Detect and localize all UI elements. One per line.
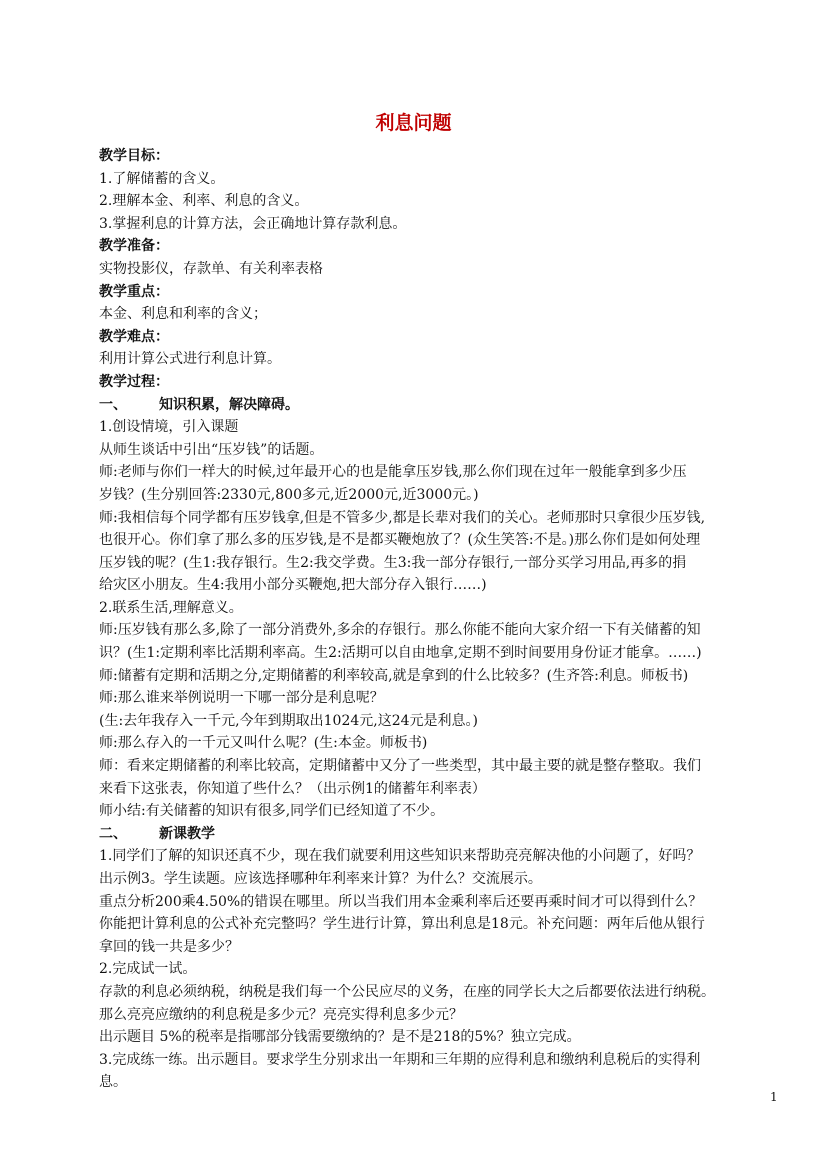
page-number: 1 [770,1090,778,1104]
part2-heading: 新课教学 [159,825,215,842]
part1-line: 也很开心。你们拿了那么多的压岁钱,是不是都买鞭炮放了？(众生笑答:不是。)那么你们是如何处理 [99,532,701,549]
difficulty-heading: 教学难点： [99,328,169,345]
part1-line: 师:那么存入的一千元又叫什么呢？(生:本金。师板书) [99,735,428,752]
goal-item: 3.掌握利息的计算方法，会正确地计算存款利息。 [99,215,407,232]
prep-text: 实物投影仪，存款单、有关利率表格 [99,260,323,277]
part1-line: 2.联系生活,理解意义。 [99,599,243,616]
part1-line: 从师生谈话中引出“压岁钱”的话题。 [99,441,324,458]
part1-heading-row [99,394,739,417]
goal-item: 1.了解储蓄的含义。 [99,170,225,187]
part2-line: 息。 [99,1074,127,1091]
process-heading: 教学过程： [99,373,169,390]
part2-line: 你能把计算利息的公式补充完整吗？学生进行计算，算出利息是18元。补充问题：两年后他从银行 [99,916,705,933]
part2-line: 拿回的钱一共是多少？ [99,938,239,955]
goals-heading: 教学目标： [99,148,169,164]
key-text: 本金、利息和利率的含义； [99,306,267,323]
part1-line: 来看下这张表，你知道了些什么？（出示例1的储蓄年利率表） [99,780,486,797]
part2-line: 重点分析200乘4.50%的错误在哪里。所以当我们用本金乘利率后还要再乘时间才可以得到什么？ [99,893,703,910]
part1-line: 师:老师与你们一样大的时候,过年最开心的也是能拿压岁钱,那么你们现在过年一般能拿到多少压 [99,464,687,481]
part1-line: (生:去年我存入一千元,今年到期取出1024元,这24元是利息。) [99,712,478,729]
part1-line: 压岁钱的呢？(生1:我存银行。生2:我交学费。生3:我一部分存银行,一部分买学习用品,再多的捐 [99,554,687,571]
difficulty-text: 利用计算公式进行利息计算。 [99,351,281,368]
document-title: 利息问题 [375,112,452,134]
part2-line: 存款的利息必须纳税，纳税是我们每一个公民应尽的义务，在座的同学长大之后都要依法进行纳税。 [99,983,715,1000]
part1-line: 给灾区小朋友。生4:我用小部分买鞭炮,把大部分存入银行……) [99,577,487,594]
part1-heading: 知识积累，解决障碍。 [159,396,299,413]
document-body [99,145,739,1094]
part1-line: 识？(生1:定期利率比活期利率高。生2:活期可以自由地拿,定期不到时间要用身份证才能拿。……) [99,645,702,662]
part2-line: 1.同学们了解的知识还真不少，现在我们就要利用这些知识来帮助亮亮解决他的小问题了，好吗？ [99,848,701,865]
part1-line: 师:储蓄有定期和活期之分,定期储蓄的利率较高,就是拿到的什么比较多？(生齐答:利息。师板书) [99,667,689,684]
part2-line: 那么亮亮应缴纳的利息税是多少元？亮亮实得利息多少元？ [99,1006,463,1023]
part1-line: 师小结:有关储蓄的知识有很多,同学们已经知道了不少。 [99,803,445,820]
part2-number: 二、 [99,825,127,842]
part2-line: 出示题目 5%的税率是指哪部分钱需要缴纳的？是不是218的5%？独立完成。 [99,1029,581,1046]
goal-item: 2.理解本金、利率、利息的含义。 [99,193,309,210]
part2-line: 出示例3。学生读题。应该选择哪种年利率来计算？为什么？交流展示。 [99,871,542,887]
part1-line: 岁钱？(生分别回答:2330元,800多元,近2000元,近3000元。) [99,486,479,503]
part1-line: 1.创设情境，引入课题 [99,419,239,436]
part1-line: 师：看来定期储蓄的利率比较高，定期储蓄中又分了一些类型，其中最主要的就是整存整取。我们 [99,758,701,775]
part2-heading-row [99,823,739,846]
part1-number: 一、 [99,396,127,413]
part2-line: 3.完成练一练。出示题目。要求学生分别求出一年期和三年期的应得利息和缴纳利息税后的实得利 [99,1051,701,1068]
part1-line: 师:我相信每个同学都有压岁钱拿,但是不管多少,都是长辈对我们的关心。老师那时只拿很少压岁钱, [99,509,706,526]
part1-line: 师:那么谁来举例说明一下哪一部分是利息呢？ [99,690,384,707]
part2-line: 2.完成试一试。 [99,961,197,978]
key-heading: 教学重点： [99,283,169,300]
part1-line: 师:压岁钱有那么多,除了一部分消费外,多余的存银行。那么你能不能向大家介绍一下有关储蓄的知 [99,622,701,639]
prep-heading: 教学准备： [99,238,169,255]
